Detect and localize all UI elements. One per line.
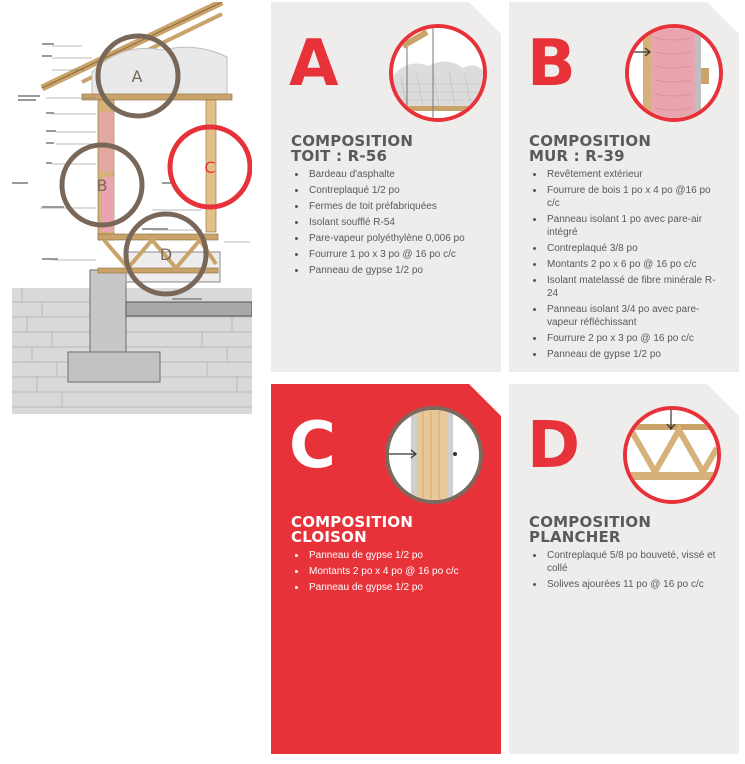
list-item: • Panneau isolant 1 po avec pare-air intégré xyxy=(545,213,725,239)
card-title-line2: PLANCHER xyxy=(529,528,621,546)
marker-label-d: D xyxy=(159,245,173,264)
marker-label-c: C xyxy=(204,158,216,177)
card-title xyxy=(529,515,651,545)
card-title-line1: COMPOSITION xyxy=(529,132,652,150)
card-corner-fold xyxy=(707,384,739,416)
card-title-line1: COMPOSITION xyxy=(291,132,414,150)
list-item: • Panneau isolant 3/4 po avec pare-vapeur réfléchissant xyxy=(545,303,725,329)
card-title xyxy=(291,515,413,545)
card-letter: D xyxy=(527,409,581,483)
list-item: • Montants 2 po x 6 po @ 16 po c/c xyxy=(545,258,725,271)
list-item: • Contreplaqué 5/8 po bouveté, vissé et collé xyxy=(545,549,725,575)
detail-medallion-floor xyxy=(623,406,721,504)
list-item: • Montants 2 po x 4 po @ 16 po c/c xyxy=(307,565,487,578)
card-roof xyxy=(271,2,501,372)
list-item: • Isolant matelassé de fibre minérale R-24 xyxy=(545,274,725,300)
detail-medallion-roof xyxy=(389,24,487,122)
list-item: • Revêtement extérieur xyxy=(545,168,725,181)
material-list xyxy=(529,549,725,594)
card-partition xyxy=(271,384,501,754)
list-item: • Contreplaqué 1/2 po xyxy=(307,184,487,197)
list-item: • Fourrure 2 po x 3 po @ 16 po c/c xyxy=(545,332,725,345)
list-item: • Fourrure 1 po x 3 po @ 16 po c/c xyxy=(307,248,487,261)
marker-label-a: A xyxy=(131,67,143,86)
material-list xyxy=(291,168,487,280)
detail-medallion-partition xyxy=(385,406,483,504)
card-floor xyxy=(509,384,739,754)
section-drawing xyxy=(12,2,252,414)
card-title-line1: COMPOSITION xyxy=(529,513,652,531)
card-corner-fold xyxy=(469,384,501,416)
card-letter: C xyxy=(289,409,336,483)
list-item: • Fourrure de bois 1 po x 4 po @16 po c/c xyxy=(545,184,725,210)
marker-label-b: B xyxy=(96,176,108,195)
card-title-line2: MUR : R-39 xyxy=(529,147,625,165)
card-title-line2: TOIT : R-56 xyxy=(291,147,388,165)
card-title-line1: COMPOSITION xyxy=(291,513,414,531)
card-corner-fold xyxy=(707,2,739,34)
wall-section-diagram xyxy=(12,2,252,414)
card-wall xyxy=(509,2,739,372)
card-letter: A xyxy=(289,27,339,101)
card-title xyxy=(291,134,413,164)
detail-medallion-wall xyxy=(625,24,723,122)
card-corner-fold xyxy=(469,2,501,34)
list-item: • Contreplaqué 3/8 po xyxy=(545,242,725,255)
list-item: • Solives ajourées 11 po @ 16 po c/c xyxy=(545,578,725,591)
card-title-line2: CLOISON xyxy=(291,528,367,546)
material-list xyxy=(291,549,487,597)
list-item: • Fermes de toit préfabriquées xyxy=(307,200,487,213)
list-item: • Panneau de gypse 1/2 po xyxy=(307,549,487,562)
list-item: • Bardeau d'asphalte xyxy=(307,168,487,181)
list-item: • Panneau de gypse 1/2 po xyxy=(307,264,487,277)
material-list xyxy=(529,168,725,364)
list-item: • Pare-vapeur polyéthylène 0,006 po xyxy=(307,232,487,245)
list-item: • Isolant soufflé R-54 xyxy=(307,216,487,229)
card-title xyxy=(529,134,651,164)
list-item: • Panneau de gypse 1/2 po xyxy=(545,348,725,361)
list-item: • Panneau de gypse 1/2 po xyxy=(307,581,487,594)
card-letter: B xyxy=(527,27,576,101)
